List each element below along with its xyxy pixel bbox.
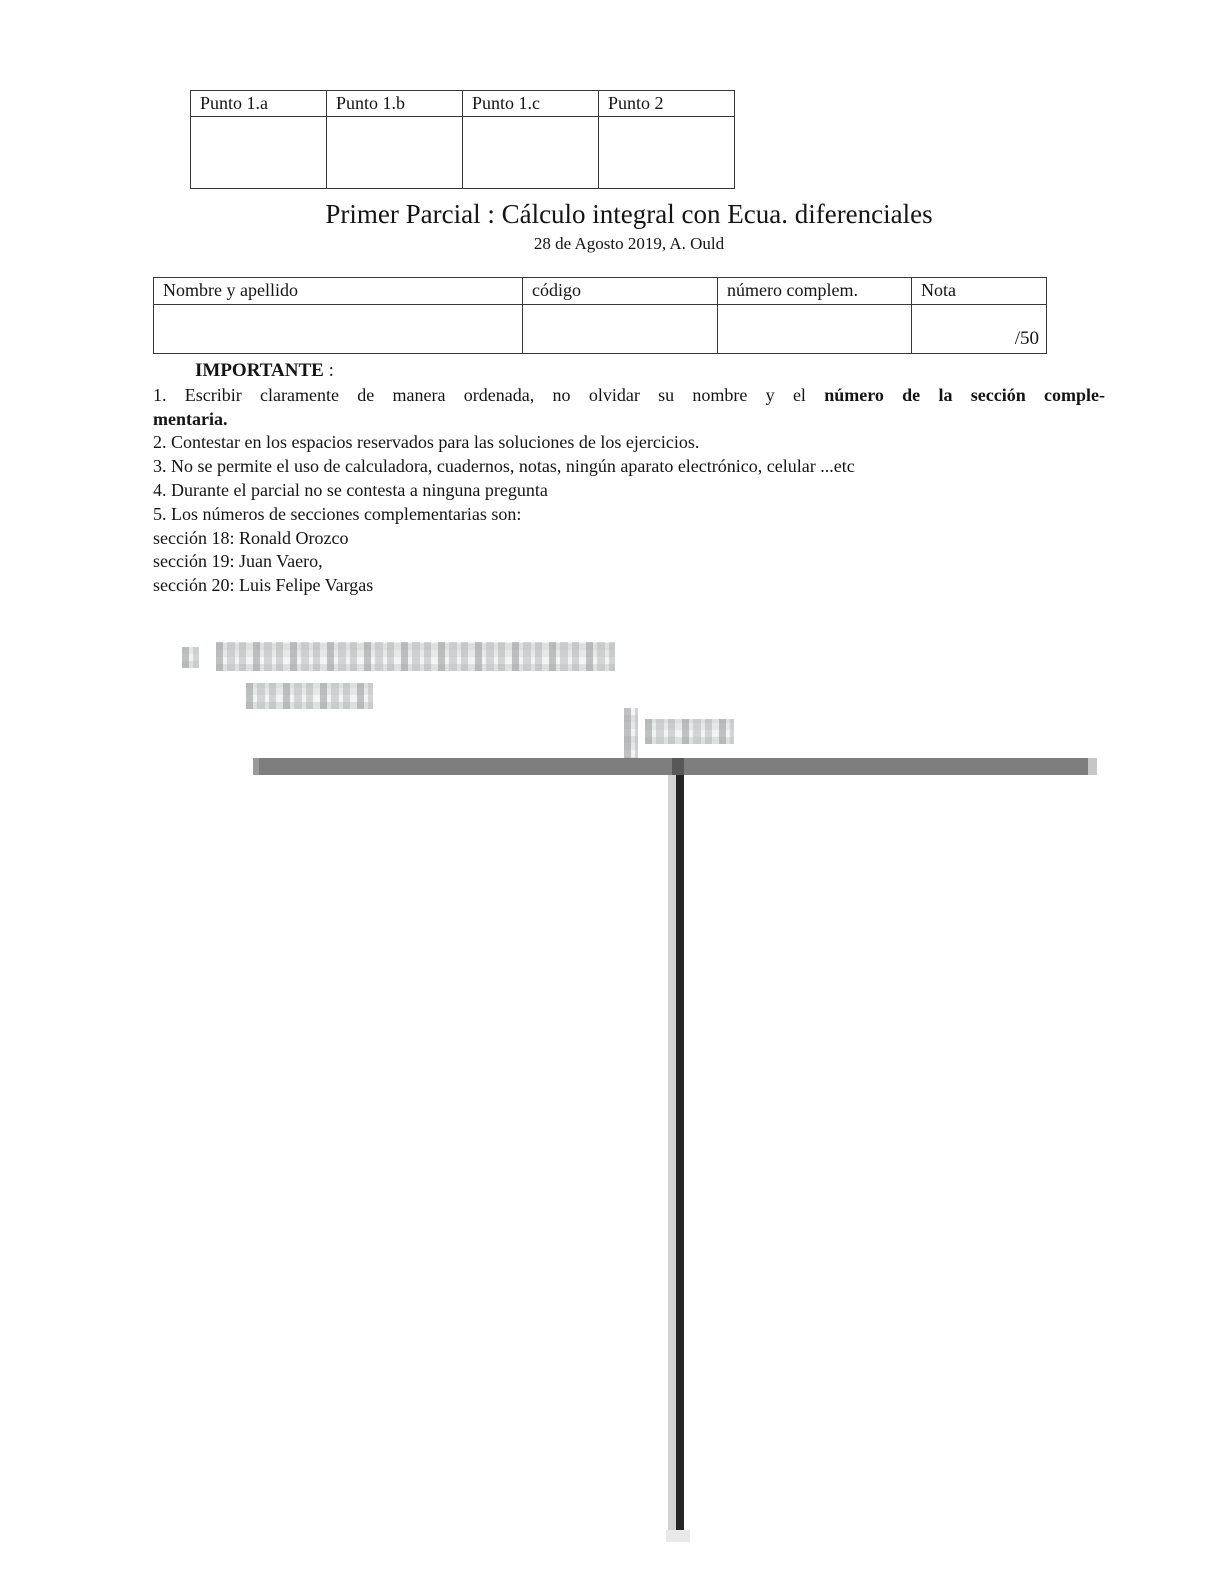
redacted-question-1a-label <box>246 683 373 709</box>
score-header-punto-1c: Punto 1.c <box>463 91 599 117</box>
page-title: Primer Parcial : Cálculo integral con Ecua. diferenciales <box>325 199 933 229</box>
redacted-integral-sign <box>624 708 638 764</box>
info-table-header-row <box>154 278 1047 305</box>
title-block <box>153 198 1105 255</box>
score-cell-punto-1c <box>463 117 599 189</box>
score-cell-punto-2 <box>599 117 735 189</box>
score-cell-punto-1a <box>191 117 327 189</box>
redacted-integral-expression <box>645 719 734 744</box>
vertical-rule-end-smudge <box>666 1530 690 1542</box>
instruction-1-regular-text: 1. Escribir claramente de manera ordenada, no olvidar su nombre y el <box>153 384 825 405</box>
info-cell-numero-complem <box>718 305 912 354</box>
redacted-question-1-text <box>216 642 615 671</box>
instruction-item-1-line-1 <box>153 384 1105 408</box>
divider-center-notch <box>672 758 684 775</box>
vertical-rule-dark <box>676 775 684 1530</box>
importante-colon: : <box>323 360 334 381</box>
info-cell-codigo <box>523 305 718 354</box>
importante-heading <box>195 359 1105 383</box>
info-header-numero-complem: número complem. <box>718 278 912 305</box>
score-cell-punto-1b <box>327 117 463 189</box>
vertical-rule-light <box>668 775 676 1530</box>
info-header-nombre: Nombre y apellido <box>154 278 523 305</box>
score-table-empty-row <box>191 117 735 189</box>
info-cell-nota <box>912 305 1047 354</box>
seccion-19-line: sección 19: Juan Vaero, <box>153 551 323 572</box>
instructions-block <box>153 359 1105 598</box>
instruction-1-bold-text: número de la sección comple- <box>824 384 1105 405</box>
redacted-question-1-number <box>182 647 199 668</box>
instruction-item-4: 4. Durante el parcial no se contesta a ninguna pregunta <box>153 479 548 500</box>
student-info-table <box>153 277 1047 354</box>
seccion-18-line: sección 18: Ronald Orozco <box>153 527 349 548</box>
nota-denominator: /50 <box>1014 328 1039 349</box>
score-header-punto-1b: Punto 1.b <box>327 91 463 117</box>
info-table-entry-row <box>154 305 1047 354</box>
score-header-punto-2: Punto 2 <box>599 91 735 117</box>
instruction-item-2: 2. Contestar en los espacios reservados para las soluciones de los ejercicios. <box>153 432 700 453</box>
instruction-item-1-line-2: mentaria. <box>153 408 228 429</box>
importante-label: IMPORTANTE <box>195 360 324 381</box>
score-table <box>190 90 735 189</box>
divider-right-cap <box>1088 758 1097 775</box>
info-cell-nombre <box>154 305 523 354</box>
score-table-header-row <box>191 91 735 117</box>
instruction-item-5: 5. Los números de secciones complementarias son: <box>153 503 522 524</box>
instruction-item-3: 3. No se permite el uso de calculadora, cuadernos, notas, ningún aparato electrónico, celular ...etc <box>153 456 855 477</box>
info-header-nota: Nota <box>912 278 1047 305</box>
info-header-codigo: código <box>523 278 718 305</box>
score-header-punto-1a: Punto 1.a <box>191 91 327 117</box>
page-subtitle: 28 de Agosto 2019, A. Ould <box>533 234 725 253</box>
seccion-20-line: sección 20: Luis Felipe Vargas <box>153 575 374 596</box>
